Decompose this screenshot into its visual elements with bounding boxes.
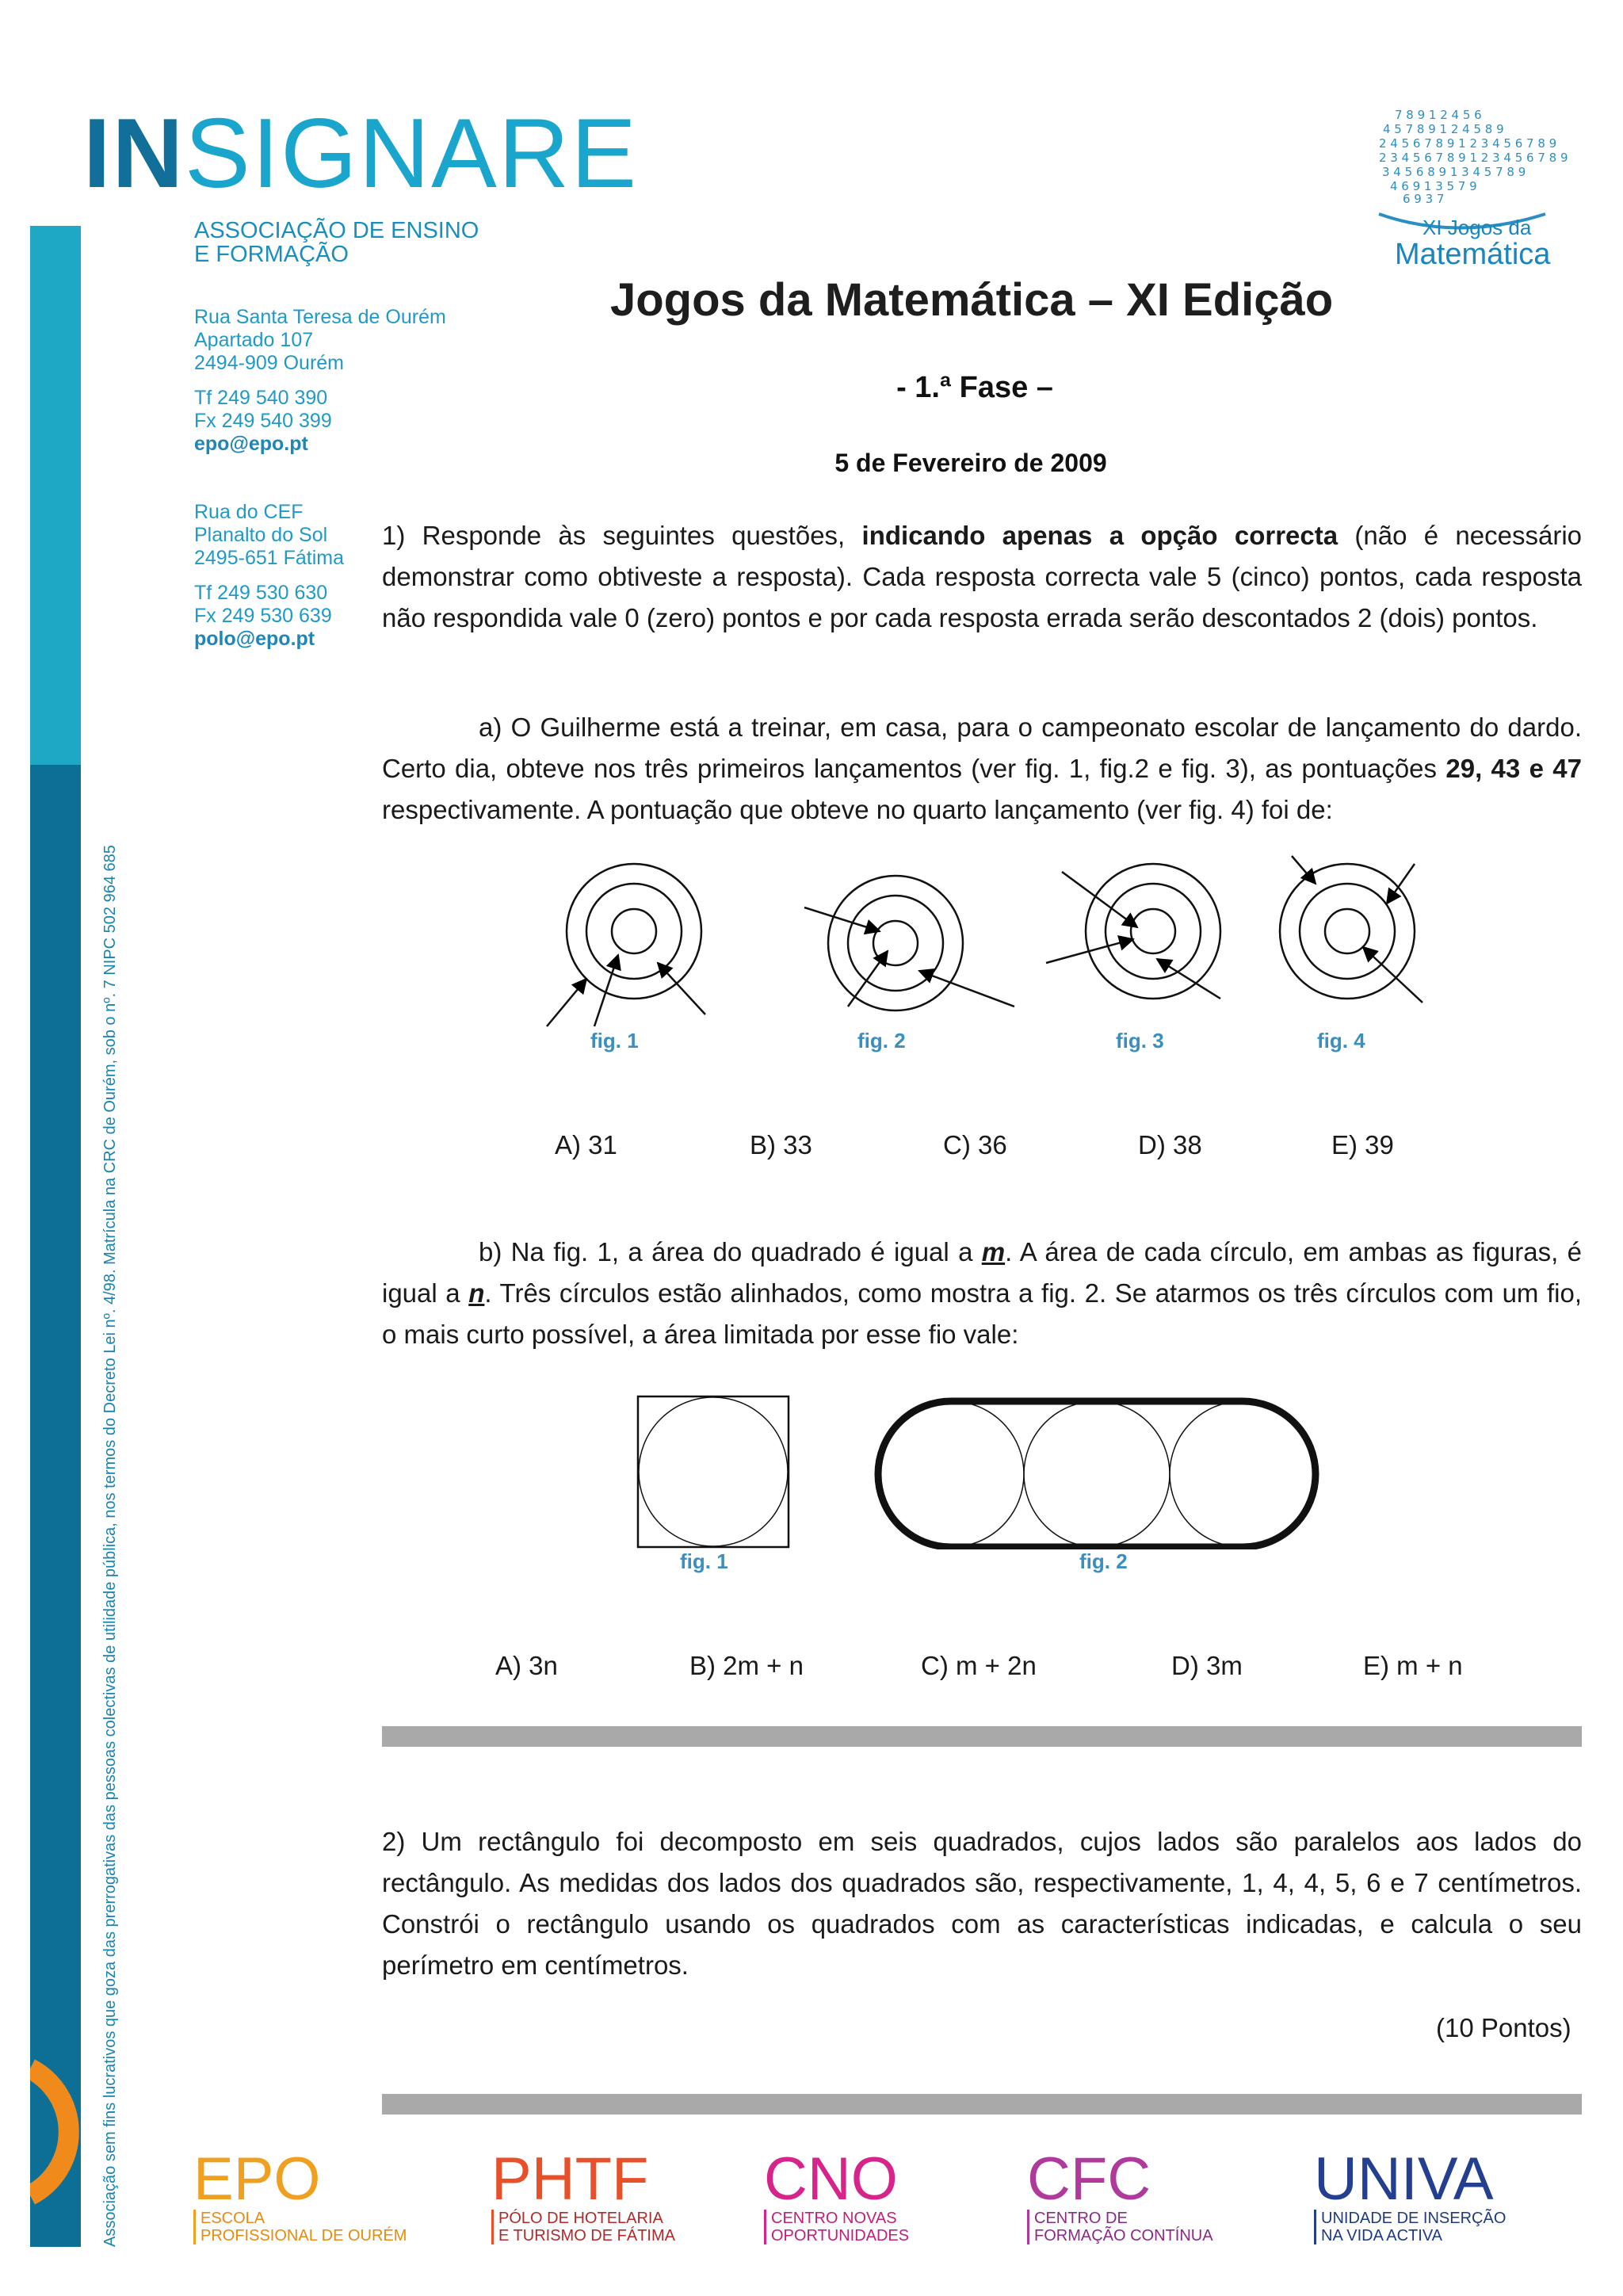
svg-text:3 4 5 6 8 9 1 3 4 5 7 8 9: 3 4 5 6 8 9 1 3 4 5 7 8 9 [1382,165,1526,179]
svg-text:2 4 5 6 7 8 9 1 2 3 4 5 6 7 8: 2 4 5 6 7 8 9 1 2 3 4 5 6 7 8 9 [1379,136,1557,151]
logo-subtitle: ASSOCIAÇÃO DE ENSINO E FORMAÇÃO [194,218,479,267]
email-epo[interactable]: epo@epo.pt [194,433,308,455]
option-a-D: D) 38 [1138,1130,1202,1159]
svg-text:6 9 3 7: 6 9 3 7 [1403,192,1445,206]
question-1-intro: 1) Responde às seguintes questões, indicando apenas a opção correcta (não é necessário demonstrar como obtiveste a resposta). Cada resposta correcta vale 5 (cinco) pontos, cada resposta não respondida vale 0 (zero) pontos e por cada resposta errada serão descontados 2 (dois) pontos. [382,521,1583,632]
fig-caption-a-3: fig. 3 [1116,1029,1164,1052]
sidebar-legal-text: Associação sem fins lucrativos que goza das prerrogativas das pessoas colectivas de utilidade pública, nos termos do Decreto Lei nº. 4/98. Matrícula na CRC de Ourém, sob o nº. 7 NIPC 502 964 685 [101,845,119,2247]
email-polo[interactable]: polo@epo.pt [194,628,315,650]
question-2-text: 2) Um rectângulo foi decomposto em seis quadrados, cujos lados são paralelos aos lados do rectângulo. As medidas dos lados dos quadrados são, respectivamente, 1, 4, 4, 5, 6 e 7 centímetros. Constrói o rectângulo usando os quadrados com as características indicadas, e calcula o seu perímetro em centímetros. [382,1827,1582,1980]
svg-text:2 3 4 5 6 7 8 9 1 2 3 4 5 6 7: 2 3 4 5 6 7 8 9 1 2 3 4 5 6 7 8 9 [1379,151,1568,165]
option-b-B: B) 2m + n [689,1651,804,1680]
insignare-logo: INSIGNARE [83,99,639,208]
address-ourem: Rua Santa Teresa de Ourém Apartado 107 2494-909 Ourém [194,306,446,374]
phone-fatima: Tf 249 530 630 Fx 249 530 639 polo@epo.pt [194,582,332,650]
option-a-A: A) 31 [555,1130,617,1159]
xi-jogos-line2: Matemática [1395,238,1551,271]
dartboard-fig-3 [1046,864,1220,999]
separator-1 [382,1726,1582,1747]
fig-caption-b-1: fig. 1 [680,1549,728,1573]
date-label: 5 de Fevereiro de 2009 [834,449,1107,477]
xi-jogos-line1: XI Jogos da [1423,216,1532,239]
footer-logo-cno: CNO CENTRO NOVAS OPORTUNIDADES [764,2145,910,2244]
sidebar-bar-dark [30,765,81,2247]
option-a-C: C) 36 [943,1130,1007,1159]
option-a-E: E) 39 [1331,1130,1394,1159]
fig-caption-a-1: fig. 1 [590,1029,639,1052]
fig-caption-a-2: fig. 2 [857,1029,906,1052]
question-2-points: (10 Pontos) [1436,2013,1571,2042]
footer-logo-epo: EPO ESCOLA PROFISSIONAL DE OURÉM [193,2145,407,2244]
option-b-E: E) m + n [1363,1651,1463,1680]
option-b-A: A) 3n [495,1651,558,1680]
option-b-D: D) 3m [1171,1651,1243,1680]
svg-text:4 5 7 8 9 1 2 4 5 8 9: 4 5 7 8 9 1 2 4 5 8 9 [1383,122,1504,136]
phone-ourem: Tf 249 540 390 Fx 249 540 399 epo@epo.pt [194,387,332,455]
svg-text:4 6 9 1 3 5 7 9: 4 6 9 1 3 5 7 9 [1390,179,1477,193]
footer-logo-phtf: PHTF PÓLO DE HOTELARIA E TURISMO DE FÁTIMA [491,2145,675,2244]
question-1b-text: b) Na fig. 1, a área do quadrado é igual a m. A área de cada círculo, em ambas as figuras, é igual a n. Três círculos estão alinhados, como mostra a fig. 2. Se atarmos os três círculos com um fio, o mais curto possível, a área limitada por esse fio vale: [382,1237,1582,1349]
footer-logo-cfc: CFC CENTRO DE FORMAÇÃO CONTÍNUA [1027,2145,1213,2244]
fig-caption-a-4: fig. 4 [1317,1029,1365,1052]
address-fatima: Rua do CEF Planalto do Sol 2495-651 Fátima [194,501,345,569]
circles-figure [634,1391,1347,1549]
page-title: Jogos da Matemática – XI Edição [610,274,1334,326]
option-b-C: C) m + 2n [921,1651,1037,1680]
sidebar-orange-arc [30,2053,94,2211]
dartboard-fig-1 [547,864,705,1026]
sidebar-bar-light [30,226,81,765]
footer-logo-univa: UNIVA UNIDADE DE INSERÇÃO NA VIDA ACTIVA [1314,2145,1507,2244]
phase-label: - 1.ª Fase – [896,371,1053,404]
svg-text:7 8 9 1 2 4 5 6: 7 8 9 1 2 4 5 6 [1395,108,1482,122]
three-circles-fig-2 [878,1401,1316,1547]
option-a-B: B) 33 [750,1130,812,1159]
fig-caption-b-2: fig. 2 [1079,1549,1128,1573]
dartboard-fig-2 [804,876,1014,1010]
square-circle-fig-1 [638,1396,789,1547]
separator-2 [382,2094,1582,2115]
question-1a-text: a) O Guilherme está a treinar, em casa, para o campeonato escolar de lançamento do dardo. Certo dia, obteve nos três primeiros lançamentos (ver fig. 1, fig.2 e fig. 3), as pontuações 29, 43 e 47 respectivamente. A pontuação que obteve no quarto lançamento (ver fig. 4) foi de: [382,712,1582,824]
dartboards-figure [531,852,1442,1034]
dartboard-fig-4 [1280,856,1423,1003]
